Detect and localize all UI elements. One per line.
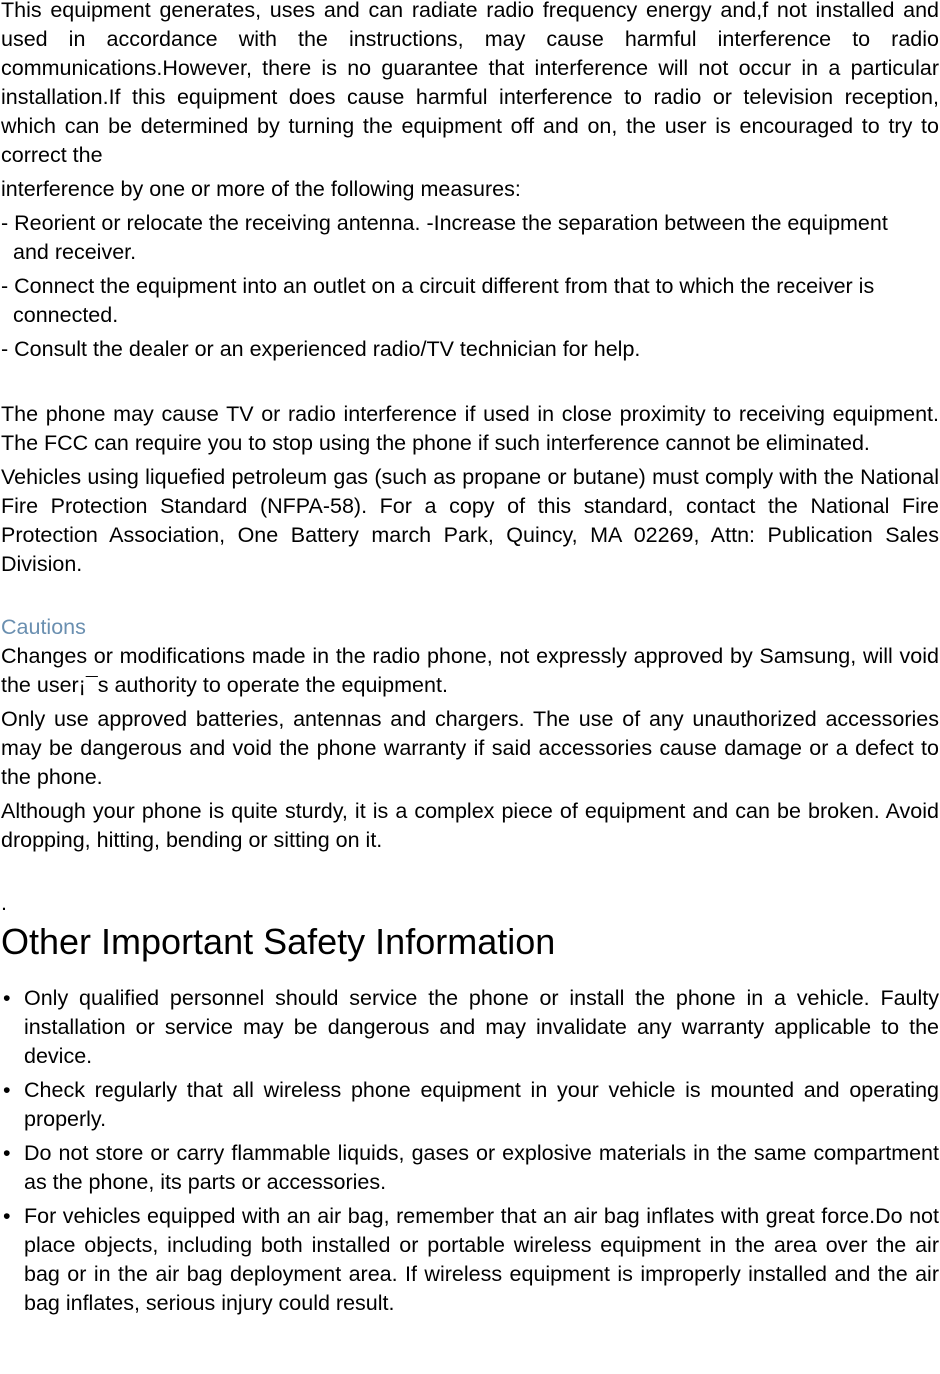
safety-bullet [1,1202,939,1318]
safety-bullet-text: Only qualified personnel should service the phone or install the phone in a vehicle. Faulty installation or service may be dangerous and may invalidate any warranty applicable to the device. [24,986,939,1068]
fcc-interference-paragraph: This equipment generates, uses and can radiate radio frequency energy and,f not installed and used in accordance with the instructions, may cause harmful interference to radio communications.However, there is no guarantee that interference will not occur in a particular installation.If this equipment does cause harmful interference to radio or television reception, which can be determined by turning the equipment off and on, the user is encouraged to try to correct the [1,0,939,167]
safety-bullet [1,1076,939,1134]
safety-bullet-list [1,984,939,1318]
cautions-heading: Cautions [1,615,86,639]
bullet-icon: • [3,1141,11,1165]
stray-period: . [1,891,7,915]
spacer [1,369,939,400]
measure-item: - Reorient or relocate the receiving antenna. -Increase the separation between the equipment and receiver. [1,211,888,264]
section-title: Other Important Safety Information [1,921,556,962]
safety-bullet-text: For vehicles equipped with an air bag, remember that an air bag inflates with great force.Do not place objects, including both installed or portable wireless equipment in the area over the air bag or in the air bag deployment area. If wireless equipment is improperly installed and the air bag inflates, serious injury could result. [24,1204,939,1315]
bullet-icon: • [3,1078,11,1102]
safety-bullet-text: Check regularly that all wireless phone equipment in your vehicle is mounted and operating properly. [24,1078,939,1131]
tv-interference-paragraph: The phone may cause TV or radio interference if used in close proximity to receiving equipment. The FCC can require you to stop using the phone if such interference cannot be eliminated. [1,402,939,455]
measure-item: - Consult the dealer or an experienced radio/TV technician for help. [1,337,641,361]
bullet-icon: • [3,1204,11,1228]
safety-bullet [1,1139,939,1197]
safety-bullet-text: Do not store or carry flammable liquids, gases or explosive materials in the same compartment as the phone, its parts or accessories. [24,1141,939,1194]
safety-bullet [1,984,939,1071]
cautions-paragraph: Only use approved batteries, antennas and chargers. The use of any unauthorized accessories may be dangerous and void the phone warranty if said accessories cause damage or a defect to the phone. [1,707,939,789]
cautions-paragraph: Although your phone is quite sturdy, it is a complex piece of equipment and can be broken. Avoid dropping, hitting, bending or sitting on it. [1,799,939,852]
measures-list [1,209,939,364]
bullet-icon: • [3,986,11,1010]
spacer [1,860,939,889]
cautions-paragraph: Changes or modifications made in the radio phone, not expressly approved by Samsung, will void the user¡¯s authority to operate the equipment. [1,644,939,697]
measure-item: - Connect the equipment into an outlet on a circuit different from that to which the receiver is connected. [1,274,875,327]
spacer [1,584,939,613]
measures-intro: interference by one or more of the following measures: [1,177,521,201]
lpg-vehicles-paragraph: Vehicles using liquefied petroleum gas (such as propane or butane) must comply with the National Fire Protection Standard (NFPA-58). For a copy of this standard, contact the National Fire Protection Association, One Battery march Park, Quincy, MA 02269, Attn: Publication Sales Division. [1,465,939,576]
